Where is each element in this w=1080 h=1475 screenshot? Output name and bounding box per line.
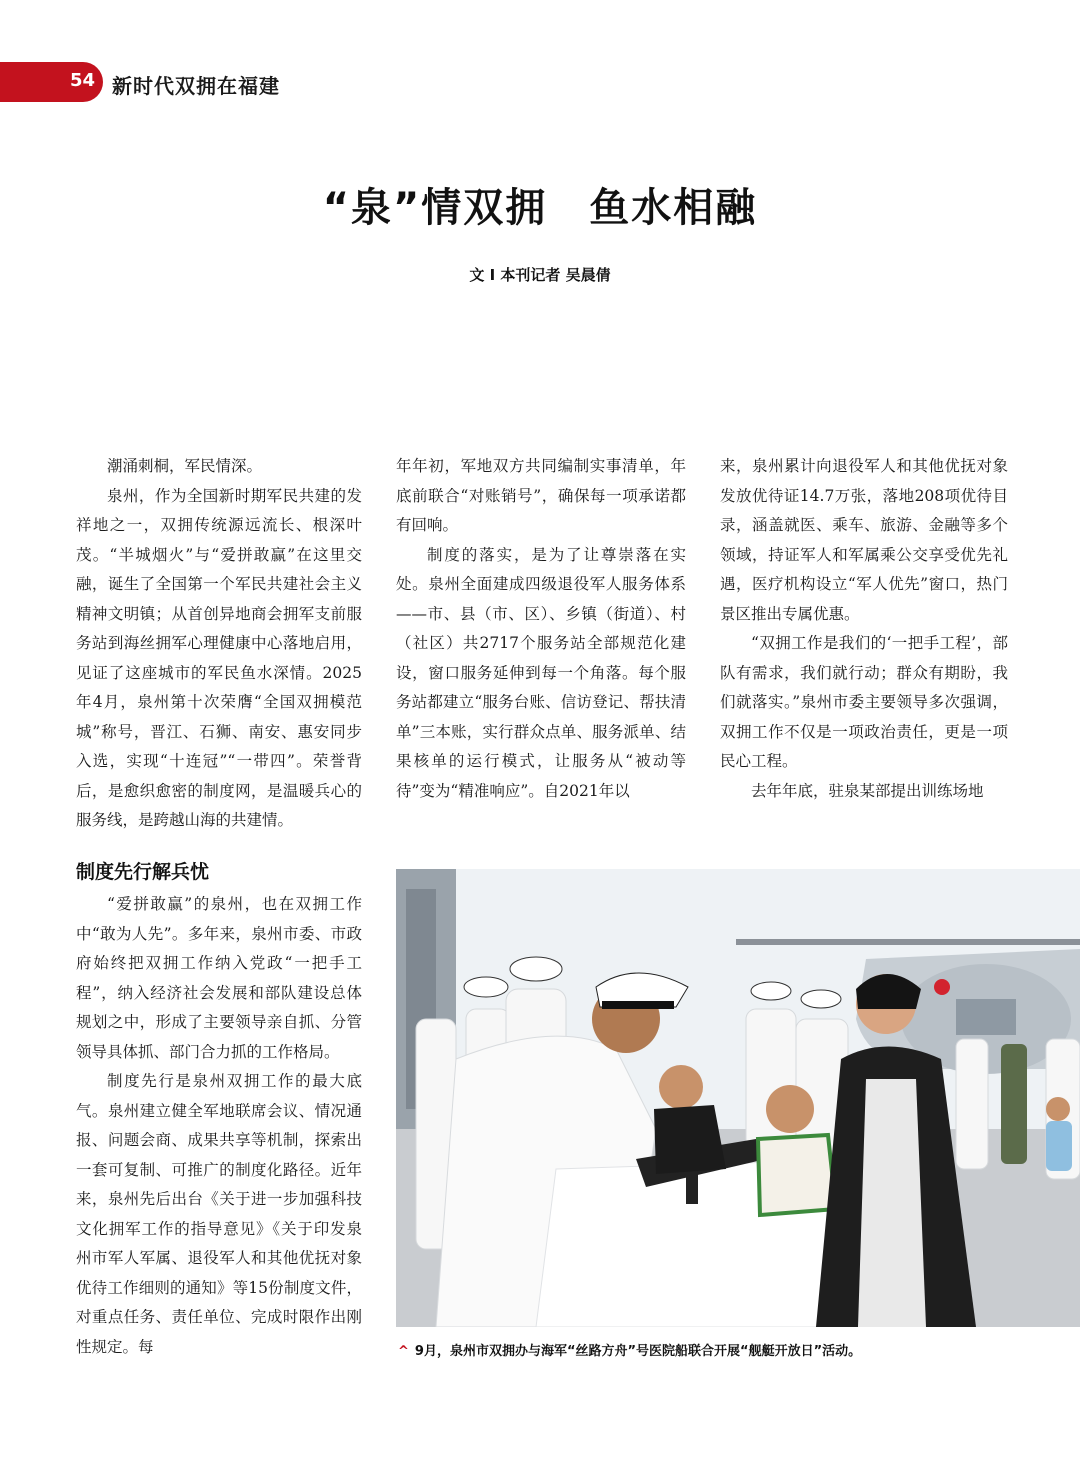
paragraph: 来，泉州累计向退役军人和其他优抚对象发放优待证14.7万张，落地208项优待目录，涵盖就医、乘车、旅游、金融等多个领域，持证军人和军属乘公交享受优先礼遇，医疗机构设立“军人优先”窗口，热门景区推出专属优惠。 <box>720 457 1008 623</box>
column-3 <box>720 452 1008 806</box>
event-photo <box>396 869 1080 1327</box>
column-2 <box>396 452 686 806</box>
paragraph: 制度的落实，是为了让尊崇落在实处。泉州全面建成四级退役军人服务体系——市、县（市、区）、乡镇（街道）、村（社区）共2717个服务站全部规范化建设，窗口服务延伸到每一个角落。每个服务站都建立“服务台账、信访登记、帮扶清单”三本账，实行群众点单、服务派单、结果核单的运行模式，让服务从“被动等待”变为“精准响应”。自2021年以 <box>396 545 686 800</box>
caption-text: 9月，泉州市双拥办与海军“丝路方舟”号医院船联合开展“舰艇开放日”活动。 <box>414 1344 862 1359</box>
paragraph: 潮涌刺桐，军民情深。 <box>107 457 263 475</box>
paragraph: 年年初，军地双方共同编制实事清单，年底前联合“对账销号”，确保每一项承诺都有回响。 <box>396 457 686 534</box>
column-4 <box>76 890 362 1362</box>
photo-illustration <box>396 869 1080 1327</box>
paragraph: “双拥工作是我们的‘一把手工程’，部队有需求，我们就行动；群众有期盼，我们就落实。”泉州市委主要领导多次强调，双拥工作不仅是一项政治责任，更是一项民心工程。 <box>720 634 1008 770</box>
byline: 文 I 本刊记者 吴晨倩 <box>469 266 611 284</box>
section-title: 新时代双拥在福建 <box>112 74 280 98</box>
paragraph: 泉州，作为全国新时期军民共建的发祥地之一，双拥传统源远流长、根深叶茂。“半城烟火”与“爱拼敢赢”在这里交融，诞生了全国第一个军民共建社会主义精神文明镇；从首创异地商会拥军支前服务站到海丝拥军心理健康中心落地启用，见证了这座城市的军民鱼水深情。2025年4月，泉州第十次荣膺“全国双拥模范城”称号，晋江、石狮、南安、惠安同步入选，实现“十连冠”“一带四”。荣誉背后，是愈织愈密的制度网，是温暖兵心的服务线，是跨越山海的共建情。 <box>76 486 362 829</box>
article-title: “泉”情双拥 鱼水相融 <box>322 185 758 231</box>
column-1 <box>76 452 362 836</box>
subheading: 制度先行解兵忧 <box>76 861 210 883</box>
paragraph: 制度先行是泉州双拥工作的最大底气。泉州建立健全军地联席会议、情况通报、问题会商、成果共享等机制，探索出一套可复制、可推广的制度化路径。近年来，泉州先后出台《关于进一步加强科技文化拥军工作的指导意见》《关于印发泉州市军人军属、退役军人和其他优抚对象优待工作细则的通知》等15份制度文件，对重点任务、责任单位、完成时限作出刚性规定。每 <box>76 1072 362 1356</box>
paragraph: 去年年底，驻泉某部提出训练场地 <box>751 781 984 800</box>
photo-caption <box>398 1340 1058 1359</box>
page-number: 54 <box>70 70 96 91</box>
paragraph: “爱拼敢赢”的泉州，也在双拥工作中“敢为人先”。多年来，泉州市委、市政府始终把双拥工作纳入党政“一把手工程”，纳入经济社会发展和部队建设总体规划之中，形成了主要领导亲自抓、分管领导具体抓、部门合力抓的工作格局。 <box>76 895 362 1061</box>
caption-marker-icon: ^ <box>398 1344 409 1359</box>
